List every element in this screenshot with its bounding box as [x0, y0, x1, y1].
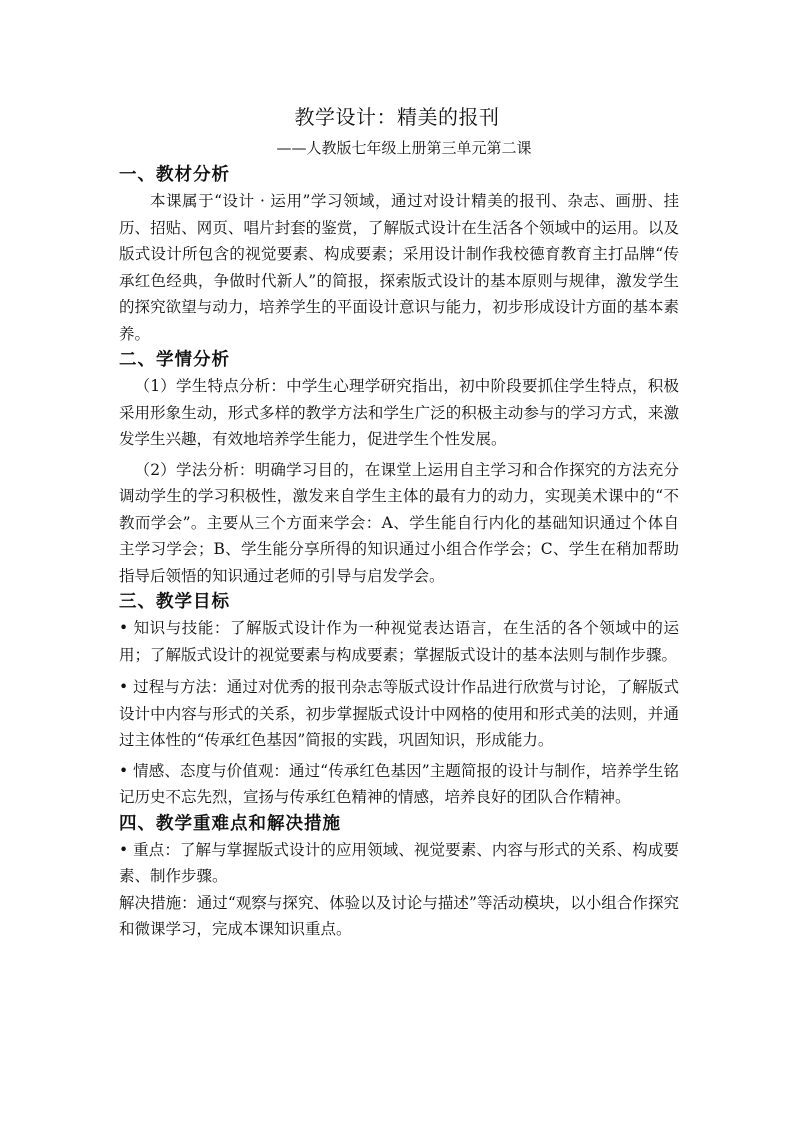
- bullet-paragraph: • 情感、态度与价值观：通过“传承红色基因”主题简报的设计与制作，培养学生铭记历史不忘先烈，宣扬与传承红色精神的情感，培养良好的团队合作精神。: [119, 761, 679, 806]
- section-heading-teaching-goals: 三、教学目标: [119, 592, 230, 612]
- document-body: [119, 162, 679, 943]
- document-subtitle: ——人教版七年级上册第三单元第二课: [276, 139, 532, 157]
- paragraph: （1）学生特点分析：中学生心理学研究指出，初中阶段要抓住学生特点，积极采用形象生动，形式多样的教学方法和学生广泛的积极主动参与的学习方式，来激发学生兴趣，有效地培养学生能力，促进学生个性发展。: [119, 377, 679, 448]
- document-title: 教学设计：精美的报刊: [294, 105, 500, 129]
- bullet-paragraph: • 过程与方法：通过对优秀的报刊杂志等版式设计作品进行欣赏与讨论，了解版式设计中内容与形式的关系，初步掌握版式设计中网格的使用和形式美的法则，并通过主体性的“传承红色基因”简报的实践，巩固知识，形成能力。: [119, 678, 679, 749]
- paragraph: 本课属于“设计 · 运用”学习领域，通过对设计精美的报刊、杂志、画册、挂历、招贴、网页、唱片封套的鉴赏，了解版式设计在生活各个领域中的运用。以及版式设计所包含的视觉要素、构成要素；采用设计制作我校德育教育主打品牌“传承红色经典，争做时代新人”的简报，探索版式设计的基本原则与规律，激发学生的探究欲望与动力，培养学生的平面设计意识与能力，初步形成设计方面的基本素养。: [119, 192, 679, 343]
- bullet-paragraph: • 重点：了解与掌握版式设计的应用领域、视觉要素、内容与形式的关系、构成要素、制作步骤。: [119, 840, 679, 885]
- section-heading-material-analysis: 一、教材分析: [119, 165, 230, 185]
- section-heading-key-points: 四、教学重难点和解决措施: [119, 813, 341, 834]
- section-heading-student-analysis: 二、学情分析: [119, 350, 230, 370]
- bullet-paragraph: • 知识与技能：了解版式设计作为一种视觉表达语言，在生活的各个领域中的运用；了解版式设计的视觉要素与构成要素；掌握版式设计的基本法则与制作步骤。: [119, 619, 679, 664]
- paragraph: 解决措施：通过“观察与探究、体验以及讨论与描述”等活动模块，以小组合作探究和微课学习，完成本课知识重点。: [119, 893, 679, 938]
- paragraph: （2）学法分析：明确学习目的，在课堂上运用自主学习和合作探究的方法充分调动学生的学习积极性，激发来自学生主体的最有力的动力，实现美术课中的“不教而学会”。主要从三个方面来学会：A、学生能自行内化的基础知识通过个体自主学习学会；B、学生能分享所得的知识通过小组合作学会；C、学生在稍加帮助指导后领悟的知识通过老师的引导与启发学会。: [119, 460, 679, 585]
